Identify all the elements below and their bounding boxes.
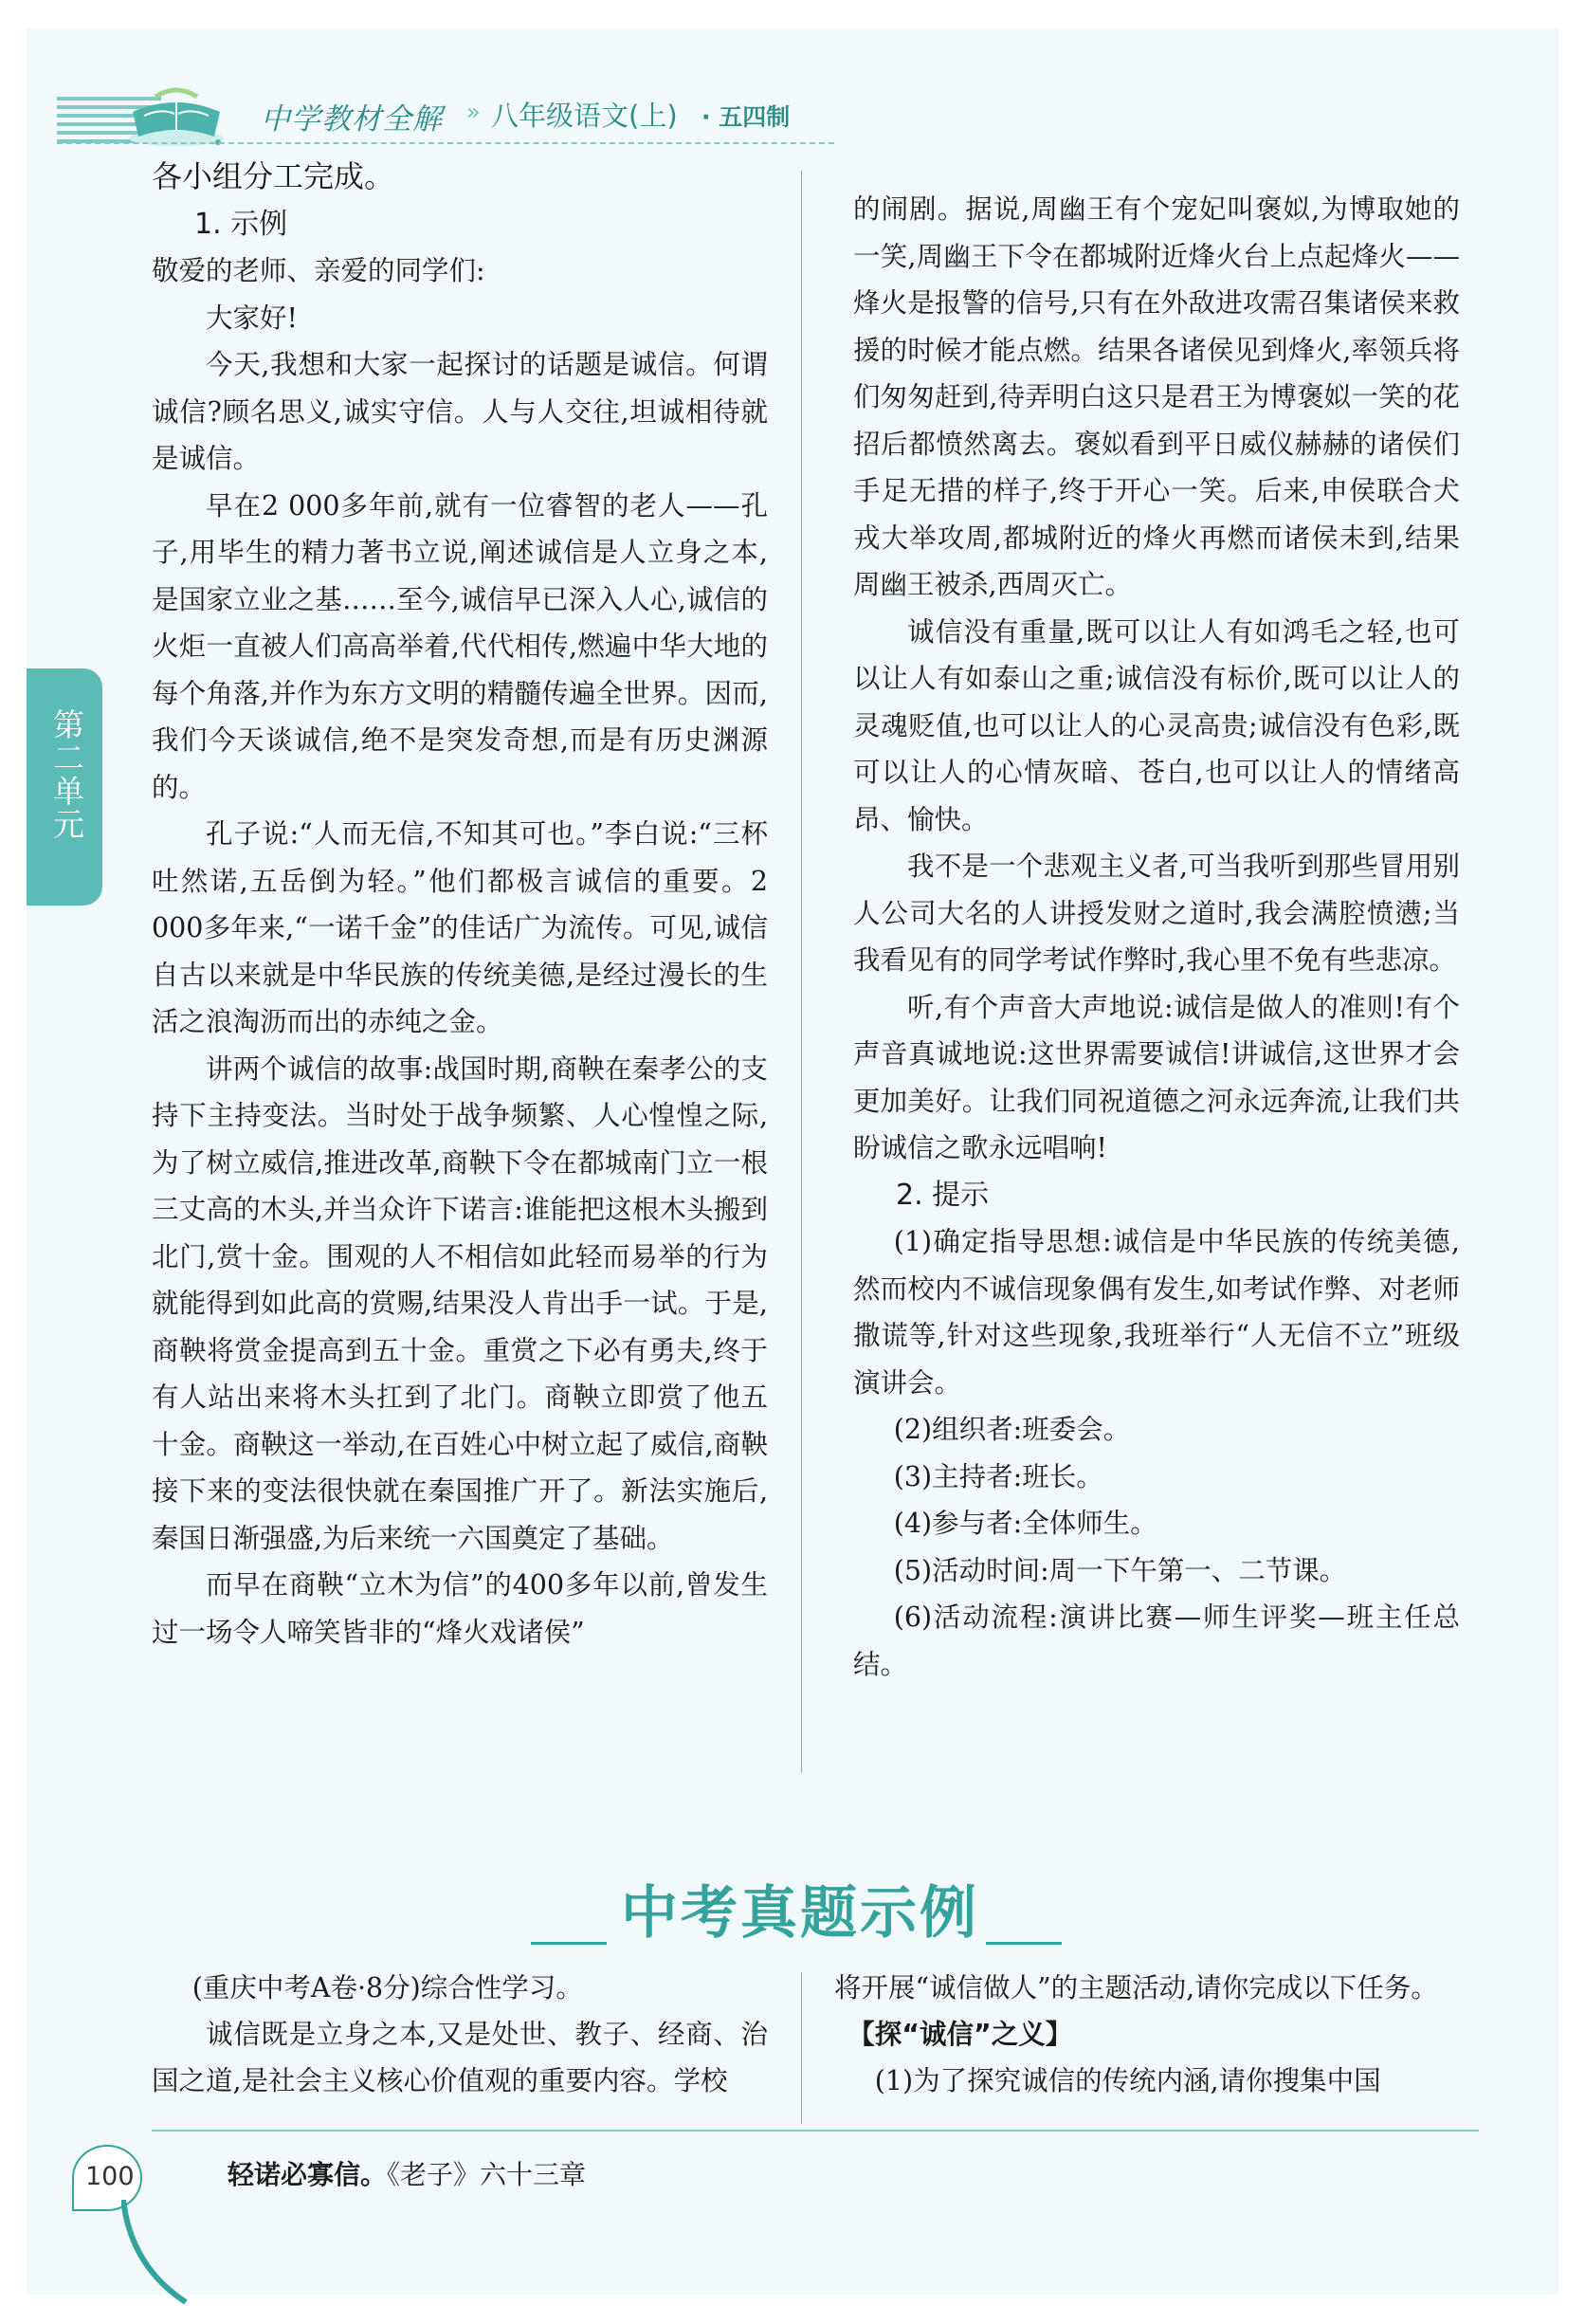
footer-curve-decoration — [121, 2200, 188, 2304]
right-column-paragraph: (6)活动流程:演讲比赛—师生评奖—班主任总结。 — [853, 1601, 1460, 1680]
exam-left-paragraph: 诚信既是立身之本,又是处世、教子、经商、治国之道,是社会主义核心价值观的重要内容。学校 — [152, 2019, 768, 2096]
header-separator: » — [466, 99, 481, 125]
footer-quote-source: 《老子》六十三章 — [387, 2159, 587, 2190]
column-divider — [801, 171, 802, 1773]
exam-right-paragraph: (1)为了探究诚信的传统内涵,请你搜集中国 — [874, 2065, 1381, 2096]
footer-quote — [228, 2154, 586, 2192]
exam-left-paragraph: (重庆中考A卷·8分)综合性学习。 — [191, 1972, 583, 2004]
page-number: 100 — [85, 2162, 135, 2191]
left-column-paragraph: 讲两个诚信的故事:战国时期,商鞅在秦孝公的支持下主持变法。当时处于战争频繁、人心惶惶之际,为了树立威信,推进改革,商鞅下令在都城南门立一根三丈高的木头,并当众许下诺言:谁能把这根木头搬到北门,赏十金。围观的人不相信如此轻而易举的行为就能得到如此高的赏赐,结果没人肯出手一试。于是,商鞅将赏金提高到五十金。重赏之下必有勇夫,终于有人站出来将木头扛到了北门。商鞅立即赏了他五十金。商鞅这一举动,在百姓心中树立起了威信,商鞅接下来的变法很快就在秦国推广开了。新法实施后,秦国日渐强盛,为后来统一六国奠定了基础。 — [152, 1052, 768, 1554]
exam-column-divider — [801, 1972, 802, 2124]
exam-left-column — [152, 1965, 768, 2104]
exam-right-paragraph: 【探“诚信”之义】 — [847, 2019, 1073, 2050]
book-logo-icon — [123, 83, 229, 150]
left-column-paragraph: 孔子说:“人而无信,不知其可也。”李白说:“三杯吐然诺,五岳倒为轻。”他们都极言诚信的重要。2 000多年来,“一诺千金”的佳话广为流传。可见,诚信自古以来就是中华民族的传统美德,是经过漫长的生活之浪淘沥而出的赤纯之金。 — [152, 818, 768, 1037]
header-book-title: 中学教材全解 — [261, 102, 443, 137]
right-column-paragraph: (3)主持者:班长。 — [893, 1460, 1103, 1492]
left-column — [152, 154, 768, 1656]
footer-quote-text: 轻诺必寡信。 — [228, 2159, 388, 2190]
left-column-paragraph: 敬爱的老师、亲爱的同学们: — [152, 255, 485, 286]
header-divider — [57, 142, 834, 144]
right-column-paragraph: 的闹剧。据说,周幽王有个宠妃叫褒姒,为博取她的一笑,周幽王下令在都城附近烽火台上点起烽火——烽火是报警的信号,只有在外敌进攻需召集诸侯来救援的时候才能点燃。结果各诸侯见到烽火,率领兵将们匆匆赶到,待弄明白这只是君王为博褒姒一笑的花招后都愤然离去。褒姒看到平日威仪赫赫的诸侯们手足无措的样子,终于开心一笑。后来,申侯联合犬戎大举攻周,都城附近的烽火再燃而诸侯未到,结果周幽王被杀,西周灭亡。 — [853, 193, 1460, 600]
header-edition: · 五四制 — [701, 103, 791, 131]
right-column-paragraph: (1)确定指导思想:诚信是中华民族的传统美德,然而校内不诚信现象偶有发生,如考试作弊、对老师撒谎等,针对这些现象,我班举行“人无信不立”班级演讲会。 — [853, 1226, 1460, 1399]
exam-section-heading — [531, 1868, 1081, 1953]
header-grade-subject: 八年级语文(上) — [491, 100, 678, 132]
unit-side-tab — [27, 668, 102, 906]
right-column-paragraph: 2. 提示 — [896, 1178, 990, 1212]
left-column-paragraph: 今天,我想和大家一起探讨的话题是诚信。何谓诚信?顾名思义,诚实守信。人与人交往,坦诚相待就是诚信。 — [152, 349, 768, 474]
heading-rule-right — [986, 1942, 1062, 1945]
heading-rule-left — [531, 1942, 607, 1945]
section-title: 中考真题示例 — [621, 1880, 979, 1947]
right-column-paragraph: 诚信没有重量,既可以让人有如鸿毛之轻,也可以让人有如泰山之重;诚信没有标价,既可以让人的灵魂贬值,也可以让人的心灵高贵;诚信没有色彩,既可以让人的心情灰暗、苍白,也可以让人的情绪高昂、愉快。 — [853, 615, 1460, 835]
left-column-paragraph: 早在2 000多年前,就有一位睿智的老人——孔子,用毕生的精力著书立说,阐述诚信是人立身之本,是国家立业之基……至今,诚信早已深入人心,诚信的火炬一直被人们高高举着,代代相传,燃遍中华大地的每个角落,并作为东方文明的精髓传遍全世界。因而,我们今天谈诚信,绝不是突发奇想,而是有历史渊源的。 — [152, 489, 768, 803]
right-column-paragraph: 我不是一个悲观主义者,可当我听到那些冒用别人公司大名的人讲授发财之道时,我会满腔愤懑;当我看见有的同学考试作弊时,我心里不免有些悲凉。 — [853, 851, 1460, 976]
right-column — [853, 186, 1460, 1688]
footer-divider — [152, 2130, 1479, 2132]
left-column-paragraph: 大家好! — [206, 302, 298, 334]
left-column-paragraph: 而早在商鞅“立木为信”的400多年以前,曾发生过一场令人啼笑皆非的“烽火戏诸侯” — [152, 1569, 768, 1648]
right-column-paragraph: (2)组织者:班委会。 — [893, 1414, 1131, 1445]
exam-right-column — [834, 1965, 1479, 2104]
left-column-paragraph: 各小组分工完成。 — [152, 158, 395, 194]
right-column-paragraph: (5)活动时间:周一下午第一、二节课。 — [893, 1554, 1347, 1586]
right-column-paragraph: 听,有个声音大声地说:诚信是做人的准则!有个声音真诚地说:这世界需要诚信!讲诚信,这世界才会更加美好。让我们同祝道德之河永远奔流,让我们共盼诚信之歌永远唱响! — [853, 991, 1460, 1163]
unit-side-tab-label: 第二单元 — [48, 708, 85, 841]
right-column-paragraph: (4)参与者:全体师生。 — [893, 1508, 1157, 1539]
left-column-paragraph: 1. 示例 — [194, 207, 288, 241]
exam-right-paragraph: 将开展“诚信做人”的主题活动,请你完成以下任务。 — [834, 1972, 1438, 2004]
